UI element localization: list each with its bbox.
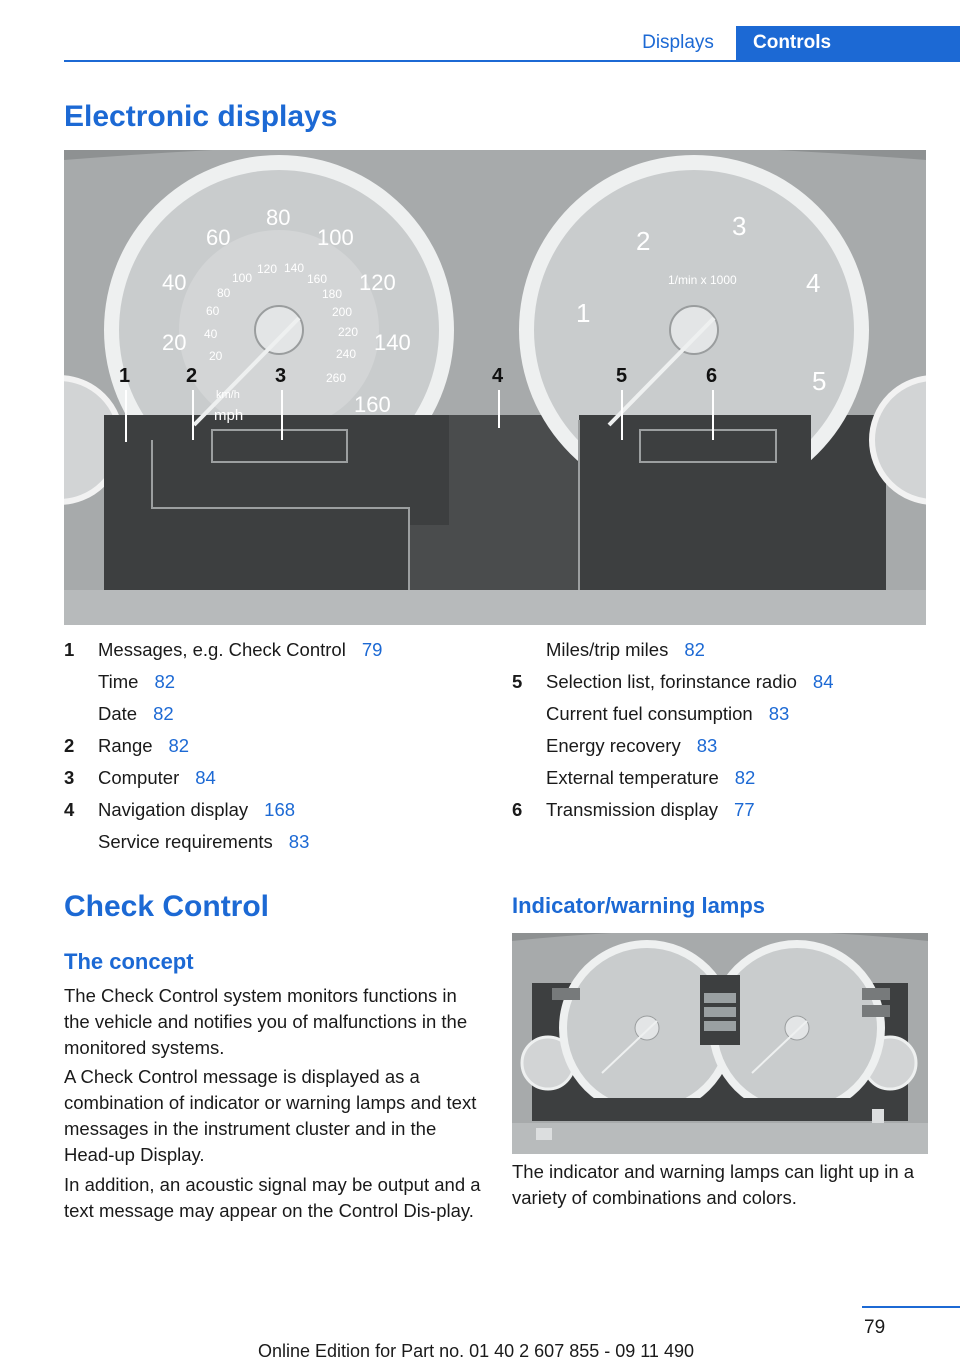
concept-subheading: The concept [64,949,194,974]
check-control-heading: Check Control [64,890,270,923]
concept-paragraph-1: The Check Control system monitors functions in the vehicle and notifies you of malfunctions in the monitored systems. [64,985,468,1058]
page-ref-link[interactable]: 82 [684,639,705,660]
concept-paragraph-2: A Check Control message is displayed as a combination of indicator or warning lamps and text messages in the instrument cluster and in the Head-up Display. [64,1066,477,1165]
speedo-major-label: 20 [162,330,187,355]
page-ref-link[interactable]: 84 [812,671,834,692]
speedo-major-label: 100 [317,225,354,250]
legend-item: 3 Computer 84 [64,762,382,794]
speedo-minor-label: 120 [257,262,278,276]
speedo-major-label: 60 [206,225,231,250]
speedo-major-label: 80 [266,205,291,230]
legend-item: Time 82 [64,666,382,698]
page-ref-link[interactable]: 82 [153,703,174,724]
speedo-minor-label: 180 [322,287,343,301]
instrument-cluster-figure [64,150,926,625]
legend-item: Energy recovery 83 [512,730,833,762]
speedo-minor-label: 200 [332,305,353,319]
page-ref-link[interactable]: 82 [168,735,190,756]
speedo-minor-label: 220 [338,325,359,339]
callout-number: 6 [706,365,718,387]
page-title: Electronic displays [64,100,338,133]
legend-item: Current fuel consumption 83 [512,698,833,730]
legend-item: Service requirements 83 [64,826,382,858]
page-ref-link[interactable]: 83 [288,831,310,852]
header-rule [64,60,960,62]
page-ref-link[interactable]: 83 [696,735,718,756]
speedo-minor-label: 260 [326,371,347,385]
callout-number: 1 [119,365,131,387]
tach-number: 1 [576,298,591,328]
tach-unit: 1/min x 1000 [668,273,737,287]
legend-left [64,634,382,858]
speedo-minor-label: 20 [209,349,223,363]
speedo-major-label: 160 [354,392,391,417]
header-tab-controls[interactable]: Controls [736,26,960,60]
legend-item: 5 Selection list, forinstance radio 84 [512,666,833,698]
legend-item: 2 Range 82 [64,730,382,762]
footer-rule [862,1306,960,1308]
page-number: 79 [864,1317,886,1338]
page-ref-link[interactable]: 168 [264,799,296,820]
speedo-major-label: 40 [162,270,187,295]
speedo-minor-label: 60 [206,304,220,318]
callout-number: 5 [616,365,628,387]
speedo-minor-label: 240 [336,347,357,361]
speedo-minor-label: 100 [232,271,253,285]
concept-paragraph-3: In addition, an acoustic signal may be output and a text message may appear on the Control Dis‐play. [64,1174,481,1221]
callout-number: 2 [186,365,198,387]
callout-number: 3 [275,365,287,387]
page-ref-link[interactable]: 84 [195,767,216,788]
speedo-major-label: 140 [374,330,411,355]
speedo-minor-label: 160 [307,272,328,286]
edition-line: Online Edition for Part no. 01 40 2 607 855 - 09 11 490 [258,1341,694,1361]
callout-number: 4 [492,365,504,387]
speedo-minor-label: 40 [204,327,218,341]
legend-item: External temperature 82 [512,762,833,794]
speedo-unit-mph: mph [214,407,244,424]
header-tab-displays[interactable]: Displays [642,32,714,53]
page-ref-link[interactable]: 82 [734,767,756,788]
speedo-unit-kmh: km/h [216,389,240,401]
page-ref-link[interactable]: 79 [361,639,383,660]
tach-number: 2 [636,226,651,256]
legend-item: 4 Navigation display 168 [64,794,382,826]
tach-number: 5 [812,366,827,396]
indicator-lamps-heading: Indicator/warning lamps [512,893,766,918]
speedo-minor-label: 80 [217,286,231,300]
tach-number: 4 [806,268,821,298]
speedo-major-label: 120 [359,270,396,295]
page-ref-link[interactable]: 77 [734,799,755,820]
indicator-paragraph: The indicator and warning lamps can light up in a variety of combinations and colors. [512,1161,915,1208]
speedo-minor-label: 140 [284,261,305,275]
page-ref-link[interactable]: 82 [154,671,176,692]
instrument-cluster-illustration [64,150,926,625]
legend-right [512,634,833,826]
legend-item: Date 82 [64,698,382,730]
indicator-lamps-figure [512,933,928,1154]
page-ref-link[interactable]: 83 [768,703,790,724]
tach-number: 3 [732,211,747,241]
legend-item: Miles/trip miles 82 [512,634,833,666]
indicator-cluster-illustration [512,933,928,1154]
legend-item: 6 Transmission display 77 [512,794,833,826]
legend-item: 1 Messages, e.g. Check Control 79 [64,634,382,666]
